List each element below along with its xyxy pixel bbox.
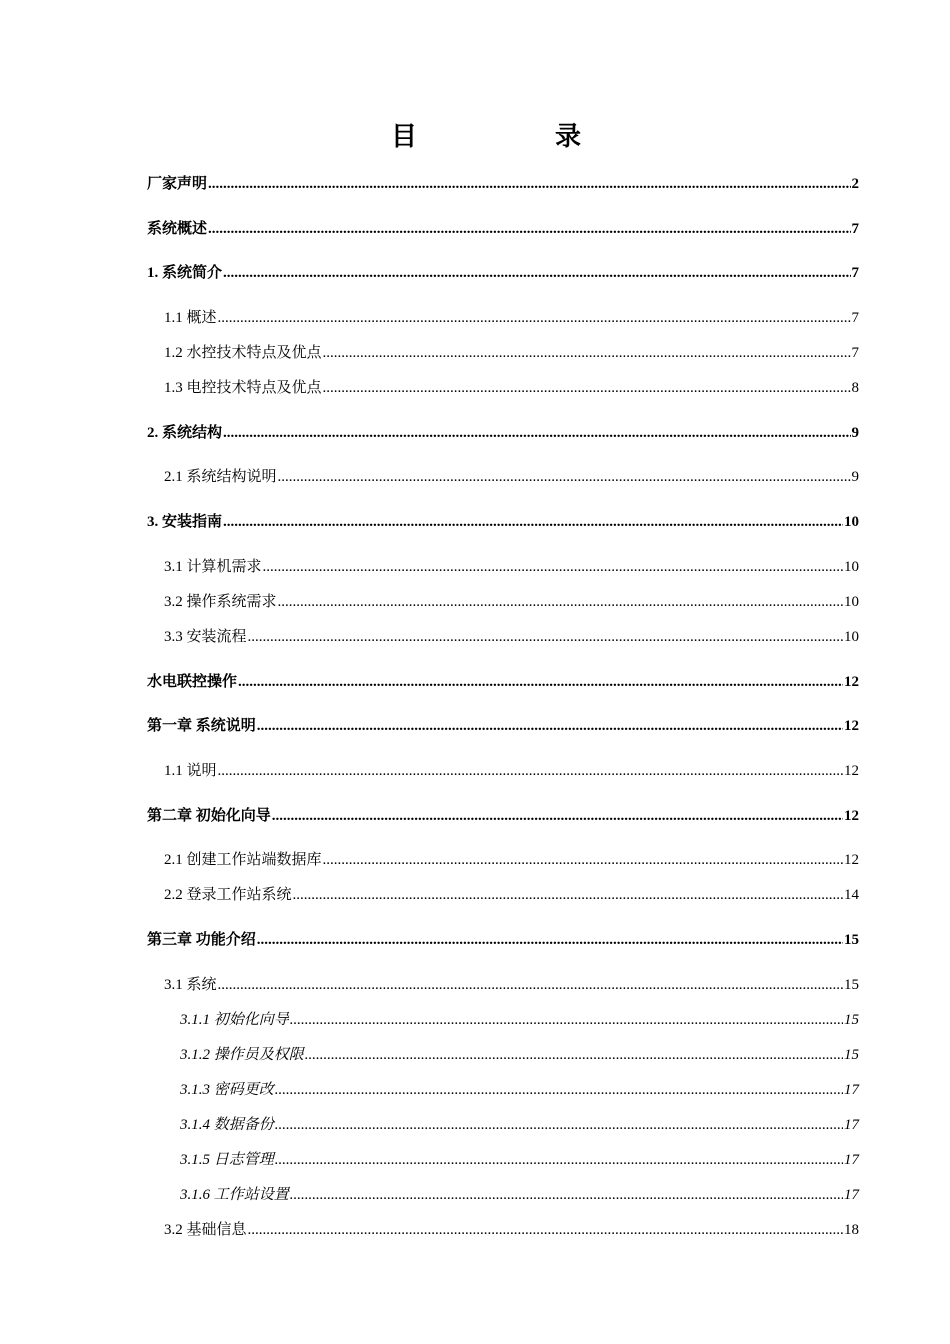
toc-entry-label: 3.1.1 初始化向导 xyxy=(180,1012,289,1028)
toc-dot-leader xyxy=(290,1184,843,1206)
toc-entry-label: 3.2 操作系统需求 xyxy=(164,594,277,610)
toc-entry-page: 10 xyxy=(844,594,859,610)
toc-dot-leader xyxy=(248,1219,843,1241)
toc-entry-page: 10 xyxy=(844,629,859,645)
title-char-1: 目 xyxy=(391,122,418,152)
toc-dot-leader xyxy=(275,1114,843,1136)
toc-entry[interactable] xyxy=(164,760,859,782)
toc-entry-page: 7 xyxy=(851,221,859,237)
toc-entry-label: 3.1.4 数据备份 xyxy=(180,1117,274,1133)
toc-entry[interactable] xyxy=(164,377,859,399)
toc-entry[interactable] xyxy=(180,1009,859,1031)
toc-entry-label: 2.1 创建工作站端数据库 xyxy=(164,852,322,868)
toc-dot-leader xyxy=(218,760,843,782)
toc-entry[interactable] xyxy=(147,671,859,693)
toc-dot-leader xyxy=(278,591,843,613)
toc-entry-label: 3.1.3 密码更改 xyxy=(180,1082,274,1098)
toc-entry-page: 10 xyxy=(844,559,859,575)
toc-entry-label: 2.1 系统结构说明 xyxy=(164,469,277,485)
toc-entry-page: 10 xyxy=(844,514,859,530)
toc-dot-leader xyxy=(238,671,843,693)
toc-entry[interactable] xyxy=(147,173,859,195)
toc-entry-label: 水电联控操作 xyxy=(147,674,238,690)
toc-entry-page: 14 xyxy=(844,887,859,903)
toc-entry[interactable] xyxy=(180,1149,859,1171)
toc-entry-label: 3.1.2 操作员及权限 xyxy=(180,1047,304,1063)
toc-entry-page: 15 xyxy=(844,1012,859,1028)
toc-entry-label: 第一章 系统说明 xyxy=(147,718,256,734)
toc-entry-page: 12 xyxy=(844,763,859,779)
toc-entry-label: 1.3 电控技术特点及优点 xyxy=(164,380,322,396)
toc-entry[interactable] xyxy=(164,466,859,488)
toc-entry-page: 15 xyxy=(844,1047,859,1063)
toc-entry[interactable] xyxy=(180,1184,859,1206)
toc-entry-page: 7 xyxy=(851,310,859,326)
toc-dot-leader xyxy=(248,626,843,648)
toc-entry[interactable] xyxy=(180,1044,859,1066)
toc-entry-page: 17 xyxy=(844,1152,859,1168)
toc-entry[interactable] xyxy=(147,929,859,951)
toc-entry-page: 7 xyxy=(851,345,859,361)
toc-dot-leader xyxy=(323,849,843,871)
toc-entry-page: 15 xyxy=(844,977,859,993)
toc-entry-label: 2. 系统结构 xyxy=(147,425,223,441)
toc-entry-page: 12 xyxy=(844,852,859,868)
toc-entry[interactable] xyxy=(147,511,859,533)
toc-entry-page: 2 xyxy=(851,176,859,192)
toc-entry-page: 17 xyxy=(844,1117,859,1133)
toc-entry-page: 17 xyxy=(844,1082,859,1098)
toc-entry-label: 厂家声明 xyxy=(147,176,208,192)
toc-entry-page: 9 xyxy=(851,425,859,441)
toc-dot-leader xyxy=(257,929,843,951)
toc-entry[interactable] xyxy=(180,1079,859,1101)
toc-dot-leader xyxy=(218,974,843,996)
toc-entry-label: 系统概述 xyxy=(147,221,208,237)
toc-entry-label: 1.2 水控技术特点及优点 xyxy=(164,345,322,361)
toc-dot-leader xyxy=(223,511,843,533)
toc-entry-label: 3.1 系统 xyxy=(164,977,217,993)
toc-dot-leader xyxy=(305,1044,843,1066)
toc-entry-label: 3. 安装指南 xyxy=(147,514,223,530)
toc-entry-page: 12 xyxy=(844,674,859,690)
toc-entry[interactable] xyxy=(180,1114,859,1136)
toc-dot-leader xyxy=(290,1009,843,1031)
toc-dot-leader xyxy=(223,422,850,444)
toc-entry-label: 第三章 功能介绍 xyxy=(147,932,256,948)
toc-entry-page: 9 xyxy=(851,469,859,485)
toc-entry[interactable] xyxy=(164,1219,859,1241)
toc-entry-label: 3.1.6 工作站设置 xyxy=(180,1187,289,1203)
toc-entry-page: 17 xyxy=(844,1187,859,1203)
toc-entry-page: 7 xyxy=(851,265,859,281)
toc-entry[interactable] xyxy=(164,591,859,613)
toc-entry-label: 3.2 基础信息 xyxy=(164,1222,247,1238)
toc-entry-label: 1.1 说明 xyxy=(164,763,217,779)
toc-entry-label: 1.1 概述 xyxy=(164,310,217,326)
toc-entry[interactable] xyxy=(164,884,859,906)
toc-dot-leader xyxy=(208,218,850,240)
toc-entry[interactable] xyxy=(164,307,859,329)
toc-entry[interactable] xyxy=(164,849,859,871)
toc-entry-label: 2.2 登录工作站系统 xyxy=(164,887,292,903)
toc-dot-leader xyxy=(272,805,843,827)
toc-dot-leader xyxy=(218,307,851,329)
toc-dot-leader xyxy=(208,173,850,195)
toc-entry[interactable] xyxy=(164,556,859,578)
toc-dot-leader xyxy=(323,377,851,399)
toc-entry[interactable] xyxy=(147,715,859,737)
toc-entry-label: 3.3 安装流程 xyxy=(164,629,247,645)
toc-entry-page: 15 xyxy=(844,932,859,948)
toc-entry[interactable] xyxy=(164,342,859,364)
toc-dot-leader xyxy=(263,556,843,578)
toc-entry[interactable] xyxy=(147,218,859,240)
toc-entry[interactable] xyxy=(164,626,859,648)
toc-entry-page: 18 xyxy=(844,1222,859,1238)
toc-dot-leader xyxy=(223,262,850,284)
toc-entry[interactable] xyxy=(147,422,859,444)
toc-entry-label: 3.1 计算机需求 xyxy=(164,559,262,575)
toc-entry[interactable] xyxy=(147,262,859,284)
toc-entry-label: 第二章 初始化向导 xyxy=(147,808,271,824)
toc-dot-leader xyxy=(275,1079,843,1101)
toc-entry[interactable] xyxy=(147,805,859,827)
toc-dot-leader xyxy=(278,466,851,488)
toc-entry-page: 12 xyxy=(844,808,859,824)
toc-dot-leader xyxy=(293,884,843,906)
title-char-2: 录 xyxy=(555,122,582,152)
toc-dot-leader xyxy=(275,1149,843,1171)
toc-entry-label: 1. 系统简介 xyxy=(147,265,223,281)
toc-entry-page: 12 xyxy=(844,718,859,734)
toc-dot-leader xyxy=(257,715,843,737)
toc-entry[interactable] xyxy=(164,974,859,996)
toc-dot-leader xyxy=(323,342,851,364)
toc-entry-page: 8 xyxy=(851,380,859,396)
toc-entry-label: 3.1.5 日志管理 xyxy=(180,1152,274,1168)
